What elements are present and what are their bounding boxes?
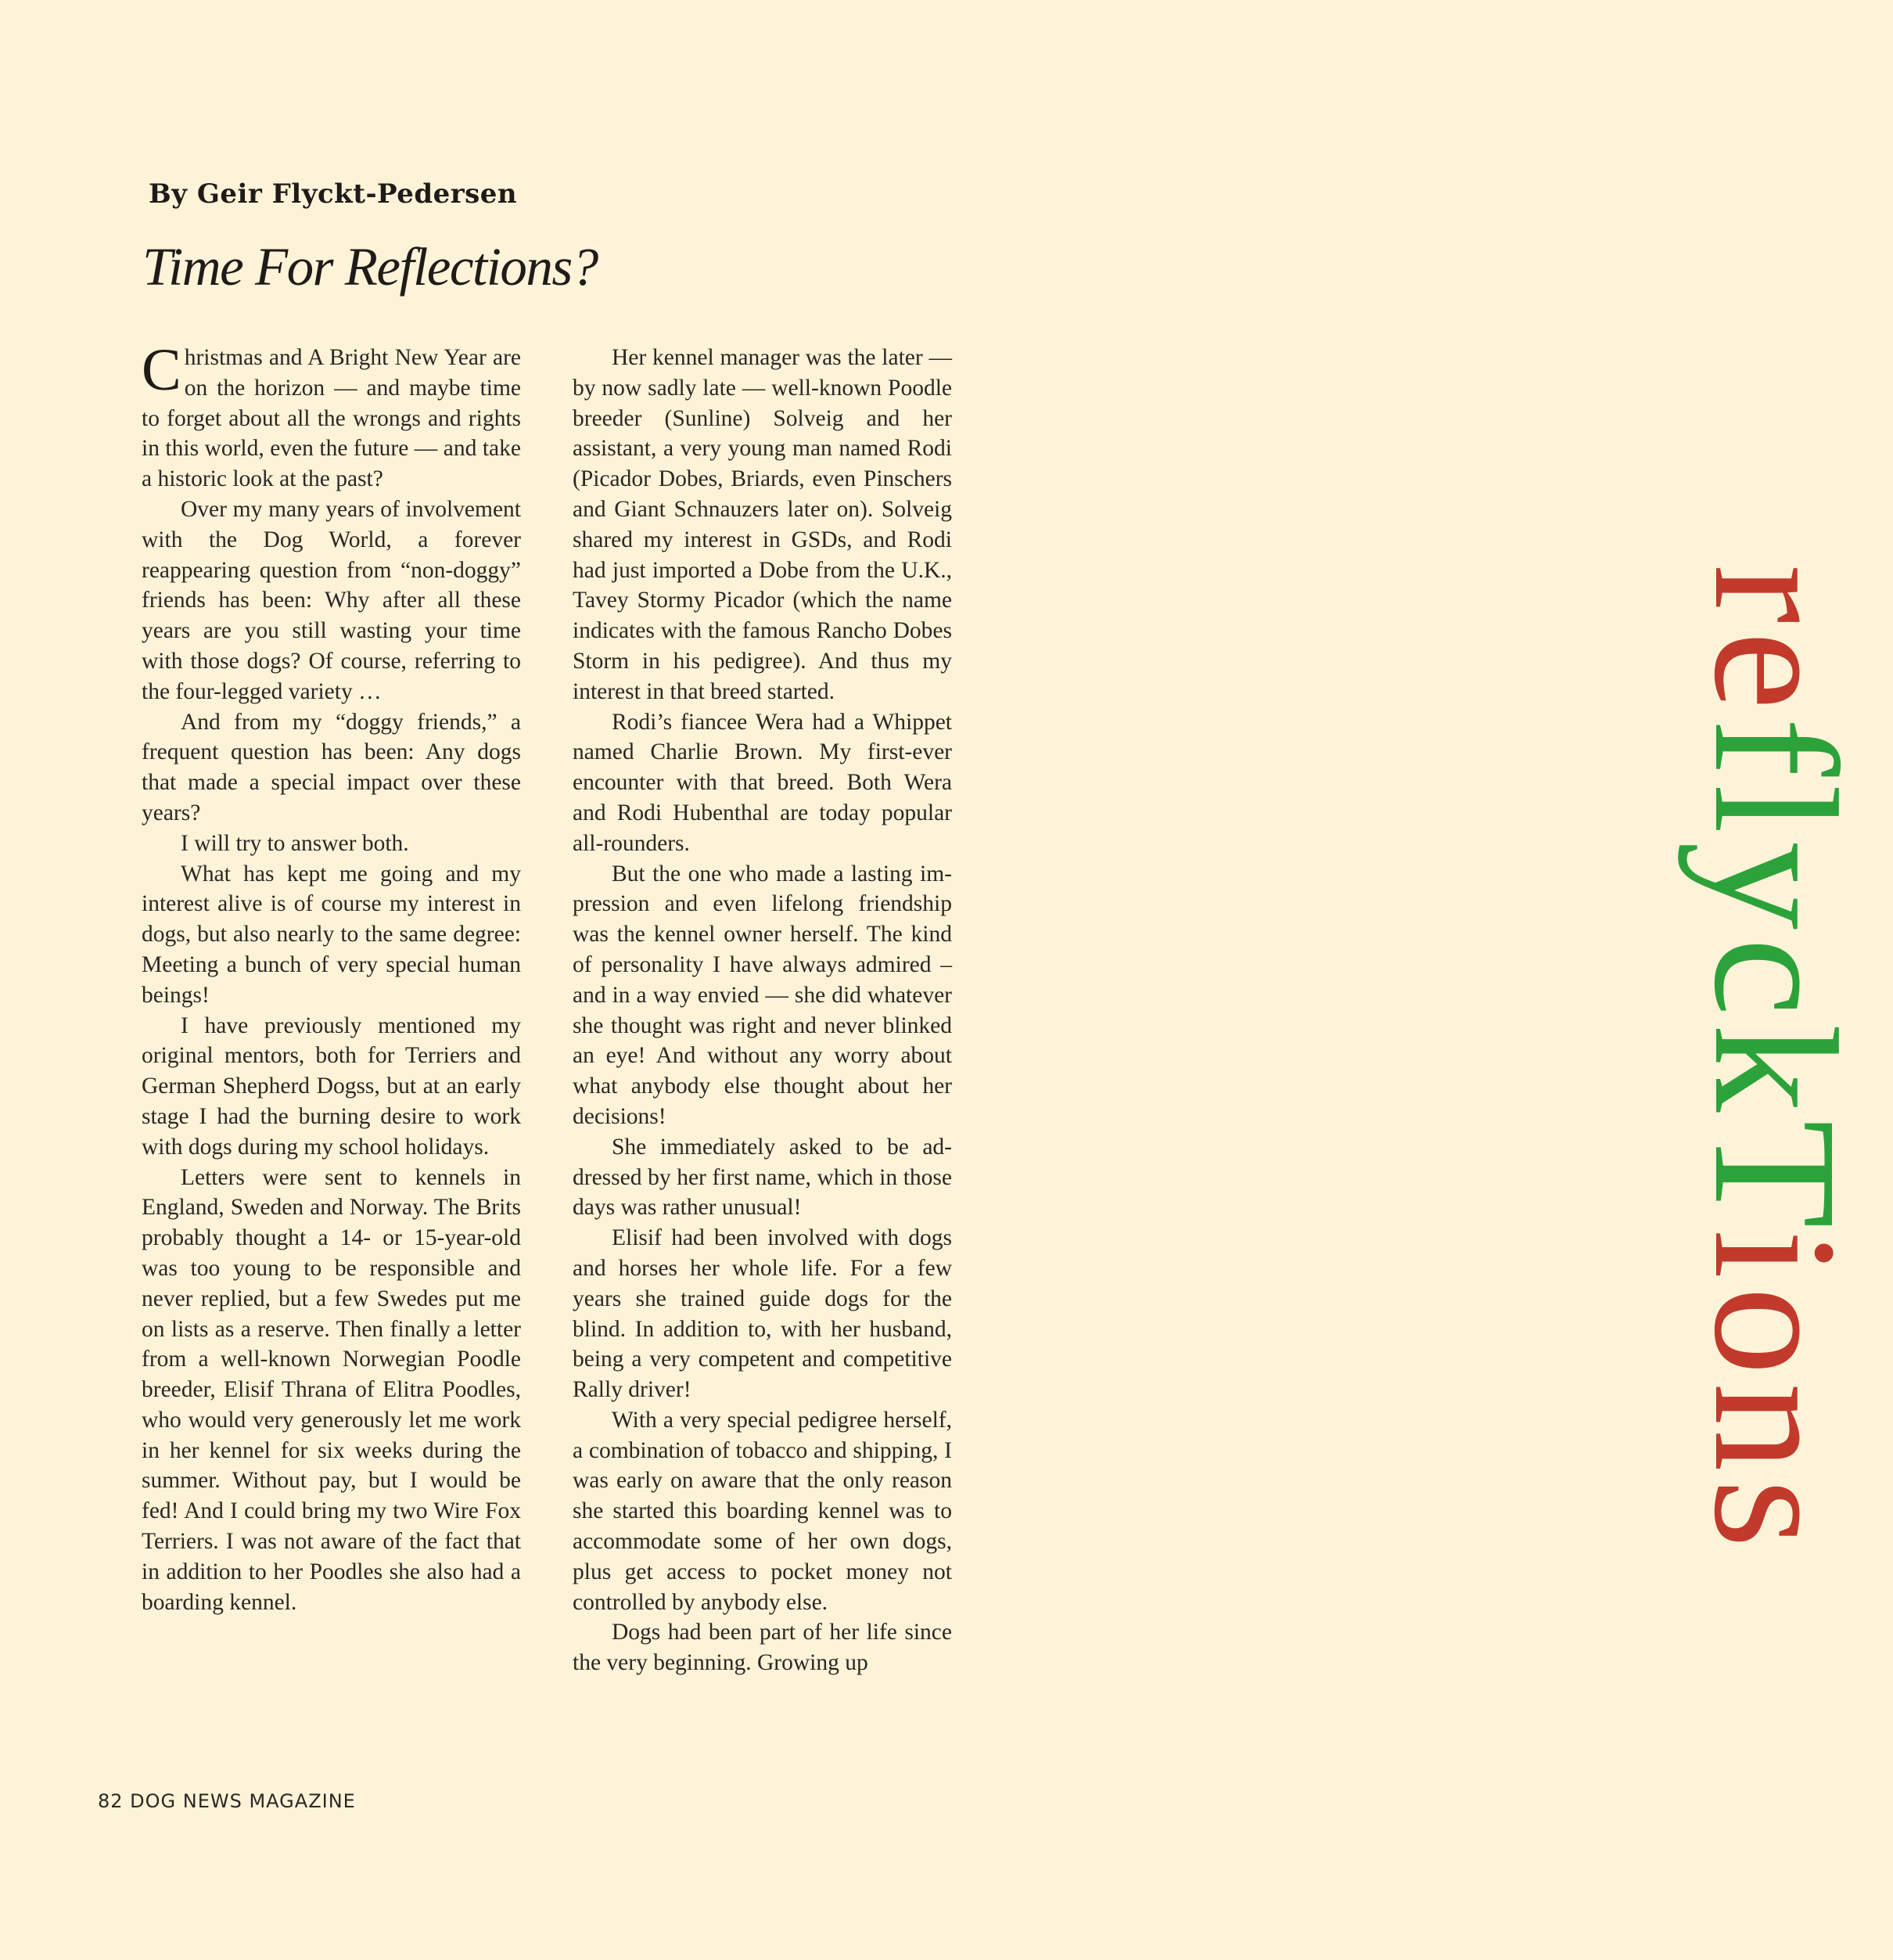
page-footer: 82 DOG NEWS MAGAZINE [98, 1790, 356, 1812]
paragraph: Christmas and A Bright New Year are on the horizon — and maybe time to forget about all the wrongs and rights in this world, even the future — and take a historic look at the past? [142, 337, 521, 492]
title-part-green: flyckT [1678, 717, 1873, 1230]
title-part-red-start: re [1678, 564, 1873, 718]
paragraph: She immediately asked to be addressed by her first name, which in those days was rather unusual! [573, 1134, 952, 1221]
byline: By Geir Flyckt-Pedersen [149, 178, 518, 210]
headline: Time For Reflections? [142, 237, 598, 297]
decorative-vertical-title [1658, 160, 1893, 1960]
paragraph: Dogs had been part of her life since the very beginning. Growing up [573, 1620, 952, 1676]
paragraph: I have previously mentioned my original mentors, both for Terriers and German Shepherd Dogss, but at an early stage I had the burning desire to work with dogs during my school holidays. [142, 1012, 521, 1160]
paragraph: Letters were sent to kennels in England, Sweden and Norway. The Brits probably thought a 14- or 15-year-old was too young to be responsible and never replied, but a few Swedes put me on lists as a reserve. Then finally a letter from a well-known Norwegian Poodle breeder, Elisif Thrana of Elitra Poodles, who would very generously let me work in her kennel for six weeks during the summer. Without pay, but I would be fed! And I could bring my two Wire Fox Terriers. I was not aware of the fact that in addition to her Poodles she also had a boarding kennel. [142, 1164, 521, 1615]
paragraph: Over my many years of involvement with the Dog World, a forever reappearing question from “non-doggy” friends has been: Why after all these years are you still wasting your time with those dogs? Of course, referring to the four-legged variety … [142, 496, 521, 704]
article-column-left [142, 337, 521, 1617]
paragraph: I will try to answer both. [181, 830, 409, 856]
paragraph: And from my “doggy friends,” a frequent question has been: Any dogs that made a special impact over these years? [142, 709, 521, 825]
paragraph: Elisif had been involved with dogs and horses her whole life. For a few years she trained guide dogs for the blind. In addition to, with her husband, being a very competent and competitive Rally driver! [573, 1225, 952, 1403]
paragraph: But the one who made a lasting impression and even lifelong friendship was the kennel owner herself. The kind of personality I have always admired – and in a way envied — she did whatever she thought was right and never blinked an eye! And without any worry about what anybody else thought about her decisions! [573, 861, 952, 1129]
paragraph: Her kennel manager was the later — by now sadly late — well-known Poodle breeder (Sunline) Solveig and her assistant, a very young man named Rodi (Picador Dobes, Briards, even Pinschers and Giant Schnauzers later on). Solveig shared my interest in GSDs, and Rodi had just imported a Dobe from the U.K., Tavey Stormy Picador (which the name indicates with the famous Rancho Dobes Storm in his pedigree). And thus my interest in that breed started. [573, 345, 952, 704]
paragraph: With a very special pedigree herself, a combination of tobacco and shipping, I was early on aware that the only reason she started this boarding kennel was to accommodate some of her own dogs, plus get access to pocket money not controlled by anybody else. [573, 1407, 952, 1615]
paragraph: What has kept me going and my interest alive is of course my interest in dogs, but also nearly to the same degree: Meeting a bunch of very special human beings! [142, 861, 521, 1008]
article-column-right [573, 343, 952, 1678]
title-part-red-end: ions [1678, 1229, 1873, 1556]
paragraph: Rodi’s fiancee Wera had a Whippet named Charlie Brown. My first-ever encounter with that breed. Both Wera and Rodi Hubenthal are today popular all-rounders. [573, 709, 952, 856]
